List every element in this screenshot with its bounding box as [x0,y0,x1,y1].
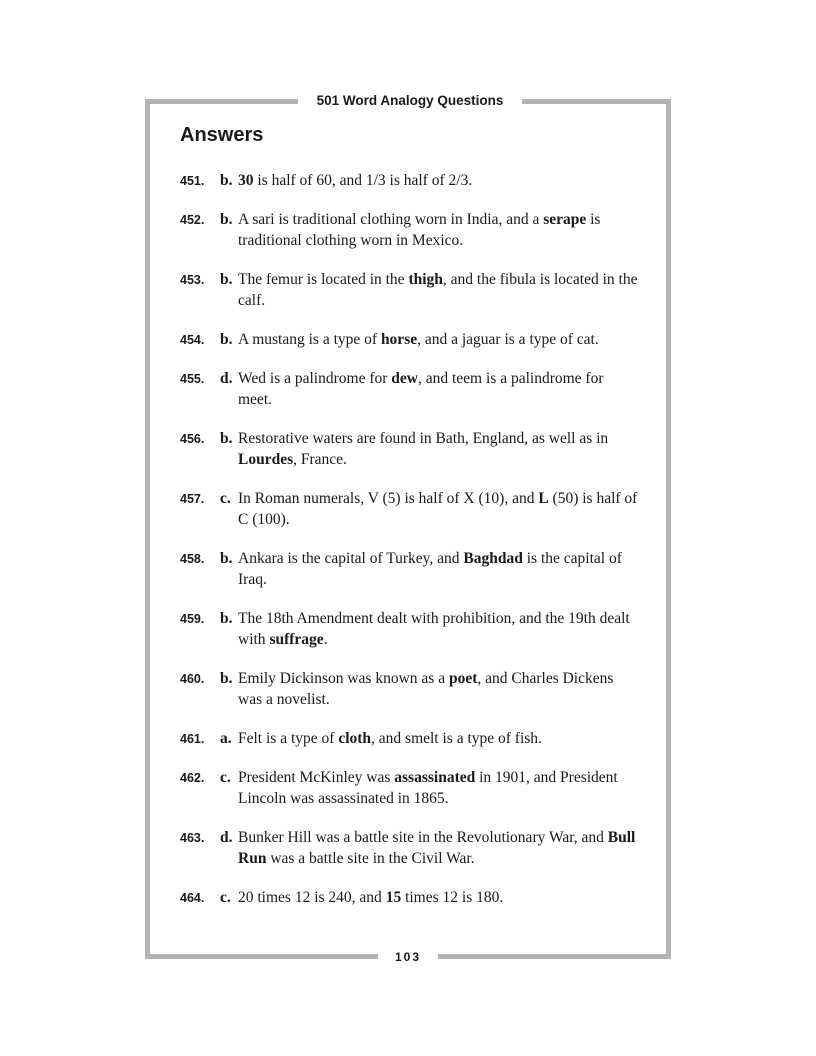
answer-letter: c. [220,769,231,786]
answer-explanation [238,428,640,470]
answer-text: , and a jaguar is a type of cat. [417,331,599,348]
answer-keyword: 30 [238,172,254,189]
answer-item [180,728,640,749]
answer-keyword: Lourdes [238,451,294,468]
answer-keyword: Baghdad [463,550,523,567]
answer-keyword: assassinated [394,769,476,786]
answer-letter: c. [220,490,231,507]
answer-letter: b. [220,670,233,687]
answer-text: Felt is a type of [238,730,339,747]
answer-item [180,827,640,869]
answer-letter: b. [220,211,233,228]
answer-item [180,548,640,590]
answer-text: , France. [293,451,347,468]
answer-text: The 18th Amendment dealt with prohibition, and the 19th dealt with [238,610,630,648]
answer-explanation [238,269,640,311]
answer-text: . [323,631,328,648]
answer-number: 458. [180,552,205,566]
answer-text: is half of 60, and 1/3 is half of 2/3. [253,172,473,189]
answer-explanation [238,608,640,650]
answer-number: 453. [180,273,205,287]
answer-letter: d. [220,370,233,387]
answer-item [180,329,640,350]
answer-text: President McKinley was [238,769,395,786]
answer-explanation [238,170,640,191]
answer-keyword: serape [543,211,587,228]
answer-number: 451. [180,174,205,188]
answer-text: A sari is traditional clothing worn in India, and a [238,211,544,228]
answer-text: The femur is located in the [238,271,409,288]
answer-item [180,887,640,908]
answer-letter: d. [220,829,233,846]
answer-keyword: dew [391,370,418,387]
answer-letter: b. [220,271,233,288]
answer-text: in 1901, and President Lincoln was assassinated in 1865. [238,769,618,807]
answer-item [180,767,640,809]
answer-text: Emily Dickinson was known as a [238,670,449,687]
answer-explanation [238,488,640,530]
answer-text: Bunker Hill was a battle site in the Revolutionary War, and [238,829,608,846]
answer-number: 454. [180,333,205,347]
answer-text: Restorative waters are found in Bath, England, as well as in [238,430,609,447]
page-number: 103 [378,947,438,967]
answer-text: Ankara is the capital of Turkey, and [238,550,464,567]
answer-explanation [238,209,640,251]
answer-text: (50) is half of C (100). [238,490,638,528]
answer-keyword: suffrage [269,631,324,648]
answer-number: 464. [180,891,205,905]
answer-number: 457. [180,492,205,506]
answer-letter: b. [220,610,233,627]
answer-keyword: poet [448,670,478,687]
answer-letter: b. [220,331,233,348]
answer-number: 455. [180,372,205,386]
answer-text: is the capital of Iraq. [238,550,622,588]
answer-item [180,170,640,191]
answer-keyword: horse [380,331,418,348]
answer-letter: b. [220,430,233,447]
answer-text: , and teem is a palindrome for meet. [238,370,604,408]
answer-text: In Roman numerals, V (5) is half of X (10), and [238,490,539,507]
answer-keyword: Bull Run [238,829,636,867]
answer-keyword: L [538,490,549,507]
answer-explanation [238,668,640,710]
answer-explanation [238,728,640,749]
answer-text: is traditional clothing worn in Mexico. [238,211,601,249]
running-head: 501 Word Analogy Questions [298,91,522,111]
answer-letter: a. [220,730,232,747]
answer-text: Wed is a palindrome for [238,370,392,387]
answer-text: , and the fibula is located in the calf. [238,271,638,309]
answer-number: 462. [180,771,205,785]
answer-item [180,668,640,710]
answer-keyword: 15 [385,889,402,906]
answer-keyword: thigh [408,271,443,288]
answer-text: , and smelt is a type of fish. [371,730,542,747]
answer-explanation [238,767,640,809]
answer-keyword: cloth [338,730,372,747]
answer-number: 460. [180,672,205,686]
answer-item [180,488,640,530]
answer-number: 459. [180,612,205,626]
answer-number: 463. [180,831,205,845]
answer-explanation [238,887,640,908]
answer-text: A mustang is a type of [238,331,381,348]
answer-text: , and Charles Dickens was a novelist. [238,670,614,708]
answer-item [180,368,640,410]
answer-explanation [238,329,640,350]
answer-explanation [238,827,640,869]
answer-letter: c. [220,889,231,906]
answer-list [180,170,640,926]
answer-item [180,608,640,650]
answer-number: 461. [180,732,205,746]
answer-item [180,269,640,311]
page-title: Answers [180,124,264,146]
answer-text: 20 times 12 is 240, and [238,889,386,906]
answer-letter: b. [220,172,233,189]
answer-number: 456. [180,432,205,446]
answer-text: was a battle site in the Civil War. [266,850,475,867]
answer-text: times 12 is 180. [401,889,504,906]
answer-number: 452. [180,213,205,227]
answer-item [180,428,640,470]
answer-explanation [238,548,640,590]
answer-letter: b. [220,550,233,567]
answer-explanation [238,368,640,410]
answer-item [180,209,640,251]
